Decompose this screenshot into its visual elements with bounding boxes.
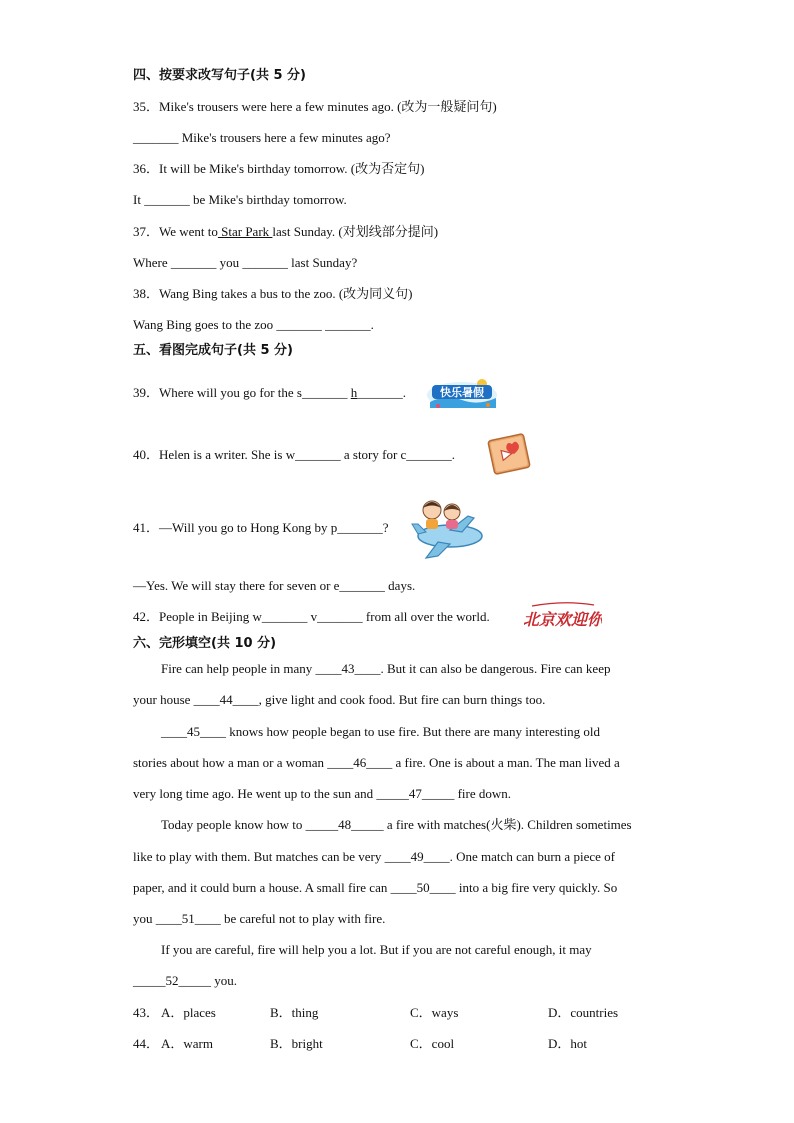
cloze-p3-line4 [133, 911, 385, 927]
question-42: 42．People in Beijing w_______ v_______ from all over the world. [133, 609, 490, 624]
answer-38: Wang Bing goes to the zoo _______ _______. [133, 317, 374, 332]
question-38: 38．Wang Bing takes a bus to the zoo. (改为同义句) [133, 286, 413, 301]
cloze-text: . But it can also be dangerous. Fire can keep [380, 661, 611, 676]
cloze-p4-line2 [133, 973, 237, 989]
cloze-blank-44: ____44____ [193, 692, 259, 707]
q39-pre: 39．Where will you go for the s_______ [133, 385, 351, 400]
cloze-blank-45: ____45____ [161, 724, 226, 739]
beijing-welcome-calligraphy-icon [524, 600, 602, 634]
cloze-blank-46: ____46____ [327, 755, 393, 770]
book-icon [484, 431, 534, 477]
cloze-p3-line3 [133, 880, 617, 896]
cloze-blank-48: _____48_____ [305, 817, 384, 832]
question-41-response: —Yes. We will stay there for seven or e_______ days. [133, 578, 416, 593]
beijing-welcome-image [524, 600, 602, 634]
cloze-p2-line2 [133, 755, 620, 771]
section-5-heading: 五、看图完成句子(共 5 分) [133, 343, 293, 358]
book-image [484, 431, 534, 477]
airplane-icon [410, 490, 484, 562]
beijing-welcome-text: 北京欢迎你 [524, 610, 602, 629]
cloze-p3-line1 [161, 817, 632, 833]
answer-36: It _______ be Mike's birthday tomorrow. [133, 192, 347, 207]
cloze-blank-43: ____43____ [315, 661, 381, 676]
option-44-a[interactable]: A．warm [161, 1036, 213, 1051]
answer-37: Where _______ you _______ last Sunday? [133, 255, 358, 270]
cloze-blank-52: _____52_____ [133, 973, 211, 988]
option-44-d[interactable]: D．hot [548, 1036, 588, 1051]
cloze-text: you. [211, 973, 237, 988]
option-43-d[interactable]: D．countries [548, 1005, 619, 1020]
kids-airplane-image [410, 490, 484, 562]
summer-vacation-logo [426, 376, 498, 410]
option-43-c[interactable]: C．ways [410, 1005, 459, 1020]
summer-logo-text: 快乐暑假 [440, 386, 484, 399]
cloze-p4-line1 [161, 942, 592, 958]
cloze-text: , give light and cook food. But fire can burn things too. [258, 692, 546, 707]
question-39 [133, 385, 406, 401]
cloze-text: a fire with matches(火柴). Children sometimes [383, 817, 632, 832]
cloze-p1-line1 [161, 661, 610, 677]
cloze-p1-line2 [133, 692, 545, 708]
question-35: 35．Mike's trousers were here a few minutes ago. (改为一般疑问句) [133, 99, 497, 114]
cloze-text: into a big fire very quickly. So [455, 880, 618, 895]
cloze-text: be careful not to play with fire. [220, 911, 386, 926]
cloze-text: Today people know how to [161, 817, 306, 832]
cloze-text: knows how people began to use fire. But there are many interesting old [226, 724, 601, 739]
cloze-blank-50: ____50____ [390, 880, 456, 895]
q39-post: _______. [357, 385, 406, 400]
cloze-text: like to play with them. But matches can be very [133, 849, 385, 864]
q39-underlined: h [350, 385, 358, 400]
question-37 [133, 224, 438, 240]
cloze-p3-line2 [133, 849, 615, 865]
cloze-text: If you are careful, fire will help you a lot. But if you are not careful enough, it may [161, 942, 592, 957]
cloze-text: your house [133, 692, 194, 707]
cloze-text: stories about how a man or a woman [133, 755, 328, 770]
option-44-b[interactable]: B．bright [270, 1036, 323, 1051]
question-36: 36．It will be Mike's birthday tomorrow. (改为否定句) [133, 161, 425, 176]
cloze-blank-51: ____51____ [155, 911, 221, 926]
summer-vacation-logo-icon [426, 376, 498, 410]
q37-pre: 37．We went to [133, 224, 218, 239]
q37-post: last Sunday. (对划线部分提问) [272, 224, 439, 239]
cloze-blank-47: _____47_____ [376, 786, 455, 801]
option-43-a[interactable]: A．places [161, 1005, 216, 1020]
option-43-num: 43． [133, 1005, 160, 1020]
cloze-text: a fire. One is about a man. The man lived a [392, 755, 620, 770]
cloze-blank-49: ____49____ [384, 849, 450, 864]
section-6-heading: 六、完形填空(共 10 分) [133, 636, 277, 651]
cloze-text: . One match can burn a piece of [449, 849, 615, 864]
answer-35: _______ Mike's trousers here a few minutes ago? [133, 130, 391, 145]
section-4-heading: 四、按要求改写句子(共 5 分) [133, 68, 306, 83]
q37-underlined: Star Park [217, 224, 273, 239]
cloze-text: fire down. [454, 786, 512, 801]
option-43-b[interactable]: B．thing [270, 1005, 319, 1020]
question-40: 40．Helen is a writer. She is w_______ a story for c_______. [133, 447, 456, 462]
option-44-num: 44． [133, 1036, 160, 1051]
option-44-c[interactable]: C．cool [410, 1036, 455, 1051]
cloze-text: you [133, 911, 156, 926]
cloze-text: Fire can help people in many [161, 661, 316, 676]
cloze-p2-line1 [161, 724, 600, 740]
question-41: 41．—Will you go to Hong Kong by p_______? [133, 520, 389, 535]
cloze-text: paper, and it could burn a house. A small fire can [133, 880, 391, 895]
cloze-text: very long time ago. He went up to the sun and [133, 786, 377, 801]
cloze-p2-line3 [133, 786, 511, 802]
